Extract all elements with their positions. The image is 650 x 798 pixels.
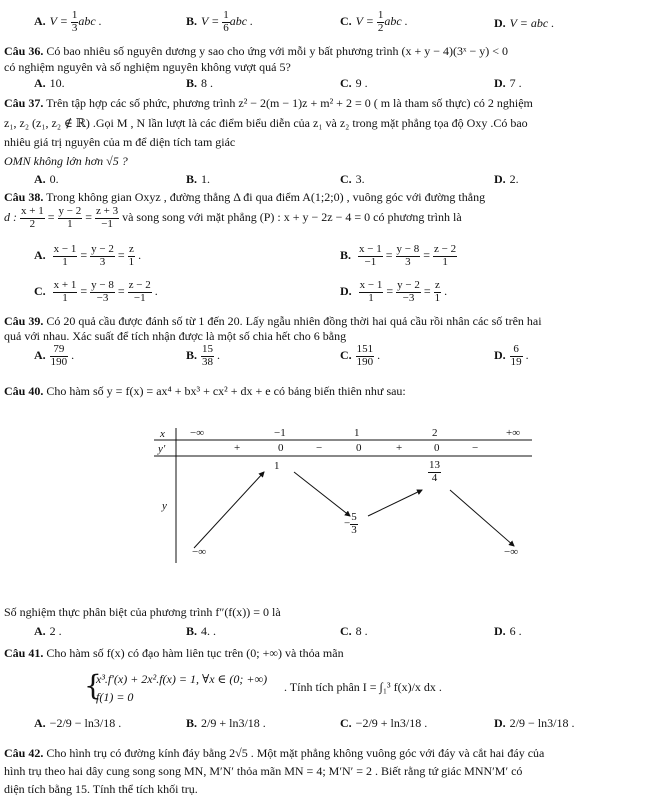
q38-line1: Câu 38. Trong không gian Oxyz , đường thẳng Δ đi qua điểm A(1;2;0) , vuông góc với đường thẳng [4, 190, 486, 204]
q38-option-d[interactable]: D. $\frac{x - 1}{1}$ = $\frac{y - 2}{-3}$ = $\frac{z}{1}$ . [340, 279, 448, 304]
q36-option-b[interactable]: B. 8 . [186, 76, 214, 90]
q41-option-d[interactable]: D. 2/9 − ln3/18 . [494, 716, 575, 730]
q36-option-d[interactable]: D. 7 . [494, 76, 522, 90]
q36-option-c[interactable]: C. 9 . [340, 76, 368, 90]
table-x-label: x [160, 428, 165, 440]
q40-options [0, 624, 650, 640]
q38-option-c[interactable]: C. $\frac{x + 1}{1}$ = $\frac{y - 8}{-3}$ = $\frac{z - 2}{-1}$ . [34, 279, 158, 304]
q37-line3: nhiêu giá trị nguyên của m để diện tích tam giác [4, 135, 236, 149]
arrow-down-2 [450, 490, 514, 546]
q36-option-a[interactable]: A. 10. [34, 76, 65, 90]
q37-line2: z₁, z₂ (z₁, z₂ ∉ ℝ) .Gọi M , N lần lượt là các điểm biểu diễn của z₁ và z₂ trong mặt phẳng tọa độ Oxy .Có bao [4, 116, 528, 130]
q39-option-b[interactable]: B. $\frac{15}{38}$ . [186, 343, 221, 368]
system-brace: { [84, 669, 102, 702]
q41-system-eq1: x³.f′(x) + 2x².f(x) = 1, ∀x ∈ (0; +∞) [96, 672, 268, 686]
q39-option-a[interactable]: A. $\frac{79}{190}$ . [34, 343, 75, 368]
x-value: 2 [432, 427, 438, 439]
q37-line4: OMN không lớn hơn √5 ? [4, 154, 128, 168]
arrow-up-1 [194, 472, 264, 548]
q38-option-b[interactable]: B. $\frac{x - 1}{-1}$ = $\frac{y - 8}{3}$ = $\frac{z - 2}{1}$ [340, 243, 457, 268]
q35-options [0, 6, 650, 32]
y-min: − $\frac{5}{3}$ [344, 511, 357, 536]
q42-line3: diện tích bằng 15. Tính thể tích khối trụ. [4, 782, 198, 796]
sign: + [234, 442, 241, 454]
q36-line1: Câu 36. Có bao nhiêu số nguyên dương y sao cho ứng với mỗi y bất phương trình (x + y − 4)(3ˣ − y) < 0 [4, 44, 509, 58]
q37-option-b[interactable]: B. 1. [186, 172, 211, 186]
q41-option-a[interactable]: A. −2/9 − ln3/18 . [34, 716, 122, 730]
q41-option-b[interactable]: B. 2/9 + ln3/18 . [186, 716, 266, 730]
arrow-up-2 [368, 490, 422, 516]
sign: 0 [278, 442, 284, 454]
q37-option-c[interactable]: C. 3. [340, 172, 365, 186]
q42-line2: hình trụ theo hai dây cung song song MN, M′N′ thỏa mãn MN = 4; M′N′ = 2 . Biết rằng tứ giác MNN′M′ có [4, 764, 523, 778]
q42-line1: Câu 42. Cho hình trụ có đường kính đáy bằng 2√5 . Một mặt phẳng không vuông góc với đáy và cắt hai đáy của [4, 746, 545, 760]
x-value: +∞ [506, 427, 521, 439]
q36-line2: có nghiệm nguyên và số nghiệm nguyên không vượt quá 5? [4, 60, 291, 74]
y-max-left: 1 [274, 460, 280, 472]
q37-option-d[interactable]: D. 2. [494, 172, 519, 186]
q40-line2: Số nghiệm thực phân biệt của phương trình f″(f(x)) = 0 là [4, 605, 281, 619]
x-value: 1 [354, 427, 360, 439]
q37-line1: Câu 37. Trên tập hợp các số phức, phương trình z² − 2(m − 1)z + m² + 2 = 0 ( m là tham số thực) có 2 nghiệm [4, 96, 533, 110]
q41-options [0, 716, 650, 732]
sign: 0 [356, 442, 362, 454]
q37-options [0, 172, 650, 188]
q35-option-a[interactable]: A. V = $\frac{1}{3}$ abc . [34, 9, 102, 34]
x-value: −1 [274, 427, 286, 439]
q35-option-c[interactable]: C. V = $\frac{1}{2}$ abc . [340, 9, 408, 34]
q40-option-a[interactable]: A. 2 . [34, 624, 62, 638]
q39-line1: Câu 39. Có 20 quả cầu được đánh số từ 1 đến 20. Lấy ngẫu nhiên đồng thời hai quả cầu rồi nhân các số trên hai [4, 314, 542, 328]
q40-line1: Câu 40. Cho hàm số y = f(x) = ax⁴ + bx³ + cx² + dx + e có bảng biến thiên như sau: [4, 384, 406, 398]
q40-option-d[interactable]: D. 6 . [494, 624, 522, 638]
q41-system-eq2: f(1) = 0 [96, 690, 134, 704]
q41-option-c[interactable]: C. −2/9 + ln3/18 . [340, 716, 428, 730]
arrow-down-1 [294, 472, 350, 516]
q38-option-a[interactable]: A. $\frac{x - 1}{1}$ = $\frac{y - 2}{3}$ = $\frac{z}{1}$ . [34, 243, 142, 268]
q39-option-d[interactable]: D. $\frac{6}{19}$ . [494, 343, 529, 368]
q41-integral: . Tính tích phân I = ∫₁³ f(x)/x dx . [284, 680, 442, 694]
sign: − [472, 442, 479, 454]
q39-option-c[interactable]: C. $\frac{151}{190}$ . [340, 343, 381, 368]
sign: − [316, 442, 323, 454]
q40-option-c[interactable]: C. 8 . [340, 624, 368, 638]
q38-line2: d : $\frac{x + 1}{2}$ = $\frac{y - 2}{1}$ = $\frac{z + 3}{-1}$ và song song với mặt phẳng (P) : x + y − 2z − 4 = 0 có phương trình là [4, 205, 462, 230]
y-bottom-left: −∞ [192, 546, 207, 558]
sign: 0 [434, 442, 440, 454]
q39-line2: quả với nhau. Xác suất để tích nhận được là một số chia hết cho 6 bằng [4, 329, 347, 343]
y-bottom-right: −∞ [504, 546, 519, 558]
sign: + [396, 442, 403, 454]
table-yprime-label: y' [158, 443, 166, 455]
table-y-label: y [162, 500, 167, 512]
q40-option-b[interactable]: B. 4. . [186, 624, 217, 638]
q35-option-b[interactable]: B. V = $\frac{1}{6}$ abc . [186, 9, 254, 34]
q36-options [0, 76, 650, 92]
q37-option-a[interactable]: A. 0. [34, 172, 59, 186]
x-value: −∞ [190, 427, 205, 439]
variation-table [154, 428, 532, 563]
y-max-right: $\frac{13}{4}$ [429, 459, 440, 484]
q41-line1: Câu 41. Cho hàm số f(x) có đạo hàm liên tục trên (0; +∞) và thỏa mãn [4, 646, 344, 660]
q35-option-d[interactable]: D. V = abc . [494, 16, 555, 30]
